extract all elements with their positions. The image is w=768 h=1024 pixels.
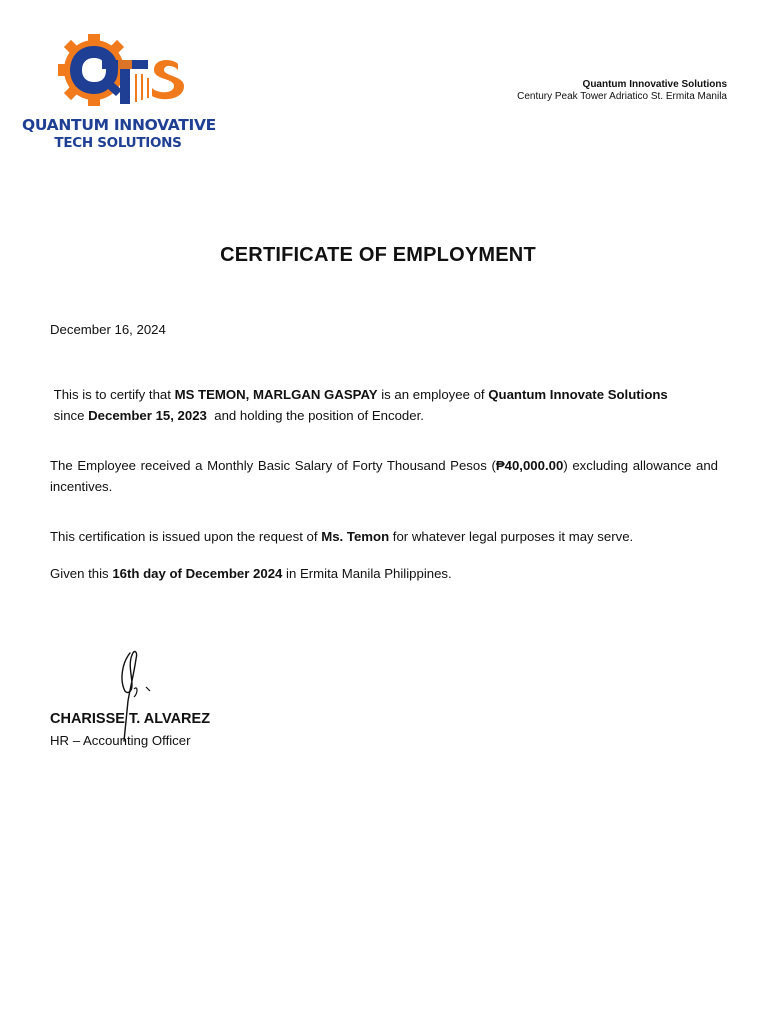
company-address: Century Peak Tower Adriatico St. Ermita Manila [517, 91, 727, 102]
handwritten-signature [108, 645, 168, 745]
salary-amount: ₱40,000.00 [495, 458, 564, 473]
company-name: Quantum Innovative Solutions [582, 79, 727, 90]
logo-text-line1: QUANTUM INNOVATIVE [22, 116, 216, 134]
text-segment: since [50, 408, 89, 423]
employment-start-date: December 15, 2023 [88, 408, 207, 423]
requester-name: Ms. Temon [321, 529, 390, 544]
purpose-paragraph [50, 526, 718, 547]
text-segment: for whatever legal purposes it may serve. [389, 529, 634, 544]
employee-name: MS TEMON, MARLGAN GASPAY [174, 387, 378, 402]
logo-icon [22, 30, 214, 112]
text-segment: This is to certify that [50, 387, 175, 402]
given-paragraph [50, 563, 718, 584]
document-title: CERTIFICATE OF EMPLOYMENT [220, 244, 536, 266]
text-segment: The Employee received a Monthly Basic Salary of Forty Thousand Pesos ( [50, 458, 496, 473]
text-segment: in Ermita Manila Philippines. [282, 566, 452, 581]
text-segment: ) excluding allowance and incentives. [50, 458, 718, 494]
text-segment: Given this [50, 566, 113, 581]
given-date: 16th day of December 2024 [112, 566, 283, 581]
salary-paragraph [50, 455, 718, 497]
employer-name: Quantum Innovate Solutions [488, 387, 668, 402]
company-logo [22, 30, 214, 180]
signatory-position: HR – Accounting Officer [50, 733, 191, 748]
text-segment: This certification is issued upon the request of [50, 529, 322, 544]
text-segment: is an employee of [377, 387, 489, 402]
signatory-name: CHARISSE T. ALVAREZ [50, 711, 211, 727]
logo-text-line2: TECH SOLUTIONS [54, 135, 182, 151]
certification-paragraph [50, 384, 718, 426]
document-date: December 16, 2024 [50, 322, 166, 337]
company-header [517, 79, 727, 103]
text-segment: and holding the position of Encoder. [206, 408, 424, 423]
